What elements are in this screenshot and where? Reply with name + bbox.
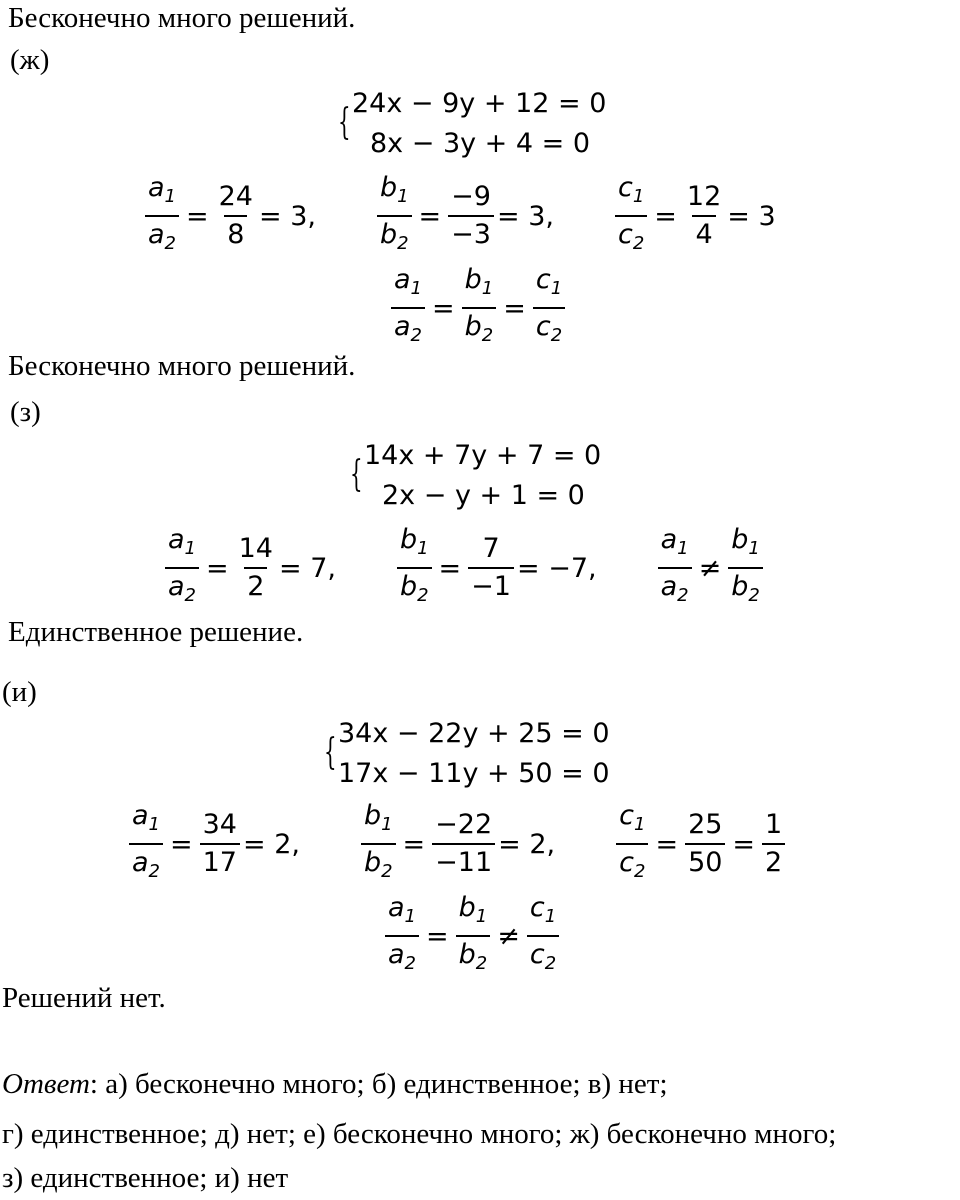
ratio-comparison-zh: $\frac{a_1}{a_2}$ = $\frac{b_1}{b_2}$ = $\frac{c_1}{c_2}$ xyxy=(388,264,568,352)
equation-i-1: 34x − 22y + 25 = 0 xyxy=(338,718,610,749)
result-text-z: Единственное решение. xyxy=(8,616,304,648)
ratio-a1-a2: $\frac{a_1}{a_2}$ xyxy=(129,800,163,888)
answer-text-1: : а) бесконечно много; б) единственное; в) нет; xyxy=(89,1068,668,1100)
ratio-b1-b2: $\frac{b_1}{b_2}$ xyxy=(728,524,763,612)
fraction: $\frac{-9}{-3}$ xyxy=(448,181,494,251)
brace-icon: { xyxy=(324,732,337,773)
ratio-result: = 3, xyxy=(496,200,554,232)
ratio-a1-a2: $\frac{a_1}{a_2}$ xyxy=(165,524,199,612)
section-label-i: (и) xyxy=(2,676,37,708)
ratio-result: = 7, xyxy=(278,552,336,584)
fraction: $\frac{25}{50}$ xyxy=(685,809,725,879)
ratio-comparison-i: $\frac{a_1}{a_2}$ = $\frac{b_1}{b_2}$ ≠ $\frac{c_1}{c_2}$ xyxy=(382,892,562,980)
equation-system-z xyxy=(350,436,602,516)
ratio-result: = 2, xyxy=(242,828,300,860)
ratio-c1-c2: $\frac{c_1}{c_2}$ xyxy=(615,172,647,260)
ratio-result: = 2, xyxy=(498,828,556,860)
ratio-b1-b2: $\frac{b_1}{b_2}$ xyxy=(361,800,396,888)
ratio-c1-c2: $\frac{c_1}{c_2}$ xyxy=(616,800,648,888)
equation-system-zh xyxy=(338,84,607,164)
fraction: $\frac{14}{2}$ xyxy=(238,533,273,602)
answer-line-3: з) единственное; и) нет xyxy=(2,1162,289,1194)
brace-icon: { xyxy=(350,454,363,495)
fraction: $\frac{7}{-1}$ xyxy=(468,533,514,603)
ratio-result: = 3, xyxy=(258,200,316,232)
ratio-b1-b2: $\frac{b_1}{b_2}$ xyxy=(377,172,412,260)
ratio-a1-a2: $\frac{a_1}{a_2}$ xyxy=(658,524,692,612)
equation-i-2: 17x − 11y + 50 = 0 xyxy=(338,758,610,789)
equation-zh-1: 24x − 9y + 12 = 0 xyxy=(352,88,607,119)
ratios-zh: $\frac{a_1}{a_2}$ = $\frac{24}{8}$ = 3, $\frac{b_1}{b_2}$ = $\frac{-9}{-3}$ = 3, $\frac{c_1}{c_2}$ = $\frac{12}{4}$ = 3 xyxy=(142,172,776,260)
answer-label: Ответ xyxy=(2,1068,90,1100)
ratios-z: $\frac{a_1}{a_2}$ = $\frac{14}{2}$ = 7, $\frac{b_1}{b_2}$ = $\frac{7}{-1}$ = −7, $\frac{a_1}{a_2}$ ≠ $\frac{b_1}{b_2}$ xyxy=(162,524,766,612)
equation-system-i xyxy=(324,714,610,794)
equation-z-1: 14x + 7y + 7 = 0 xyxy=(364,440,602,471)
answer-line-1 xyxy=(2,1068,668,1101)
section-label-z: (з) xyxy=(10,396,41,428)
equation-z-2: 2x − y + 1 = 0 xyxy=(382,480,585,511)
ratio-result: = 3 xyxy=(727,200,776,232)
fraction: $\frac{12}{4}$ xyxy=(686,181,722,250)
ratio-result: = −7, xyxy=(516,552,597,584)
equation-zh-2: 8x − 3y + 4 = 0 xyxy=(370,128,591,159)
fraction: $\frac{34}{17}$ xyxy=(200,809,240,879)
fraction: $\frac{1}{2}$ xyxy=(762,809,785,879)
brace-icon: { xyxy=(338,102,351,143)
answer-line-2: г) единственное; д) нет; е) бесконечно много; ж) бесконечно много; xyxy=(2,1118,837,1150)
section-label-zh: (ж) xyxy=(10,44,50,76)
result-text-zh: Бесконечно много решений. xyxy=(8,350,356,382)
ratio-a1-a2: $\frac{a_1}{a_2}$ xyxy=(145,172,179,260)
ratios-i: $\frac{a_1}{a_2}$ = $\frac{34}{17}$ = 2, $\frac{b_1}{b_2}$ = $\frac{-22}{-11}$ = 2, $\frac{c_1}{c_2}$ = $\frac{25}{50}$ = $\frac{1}{2}$ xyxy=(126,800,788,888)
fraction: $\frac{24}{8}$ xyxy=(218,181,253,250)
fraction: $\frac{-22}{-11}$ xyxy=(432,809,495,879)
result-text-e: Бесконечно много решений. xyxy=(8,2,356,34)
ratio-b1-b2: $\frac{b_1}{b_2}$ xyxy=(397,524,432,612)
result-text-i: Решений нет. xyxy=(2,982,166,1014)
